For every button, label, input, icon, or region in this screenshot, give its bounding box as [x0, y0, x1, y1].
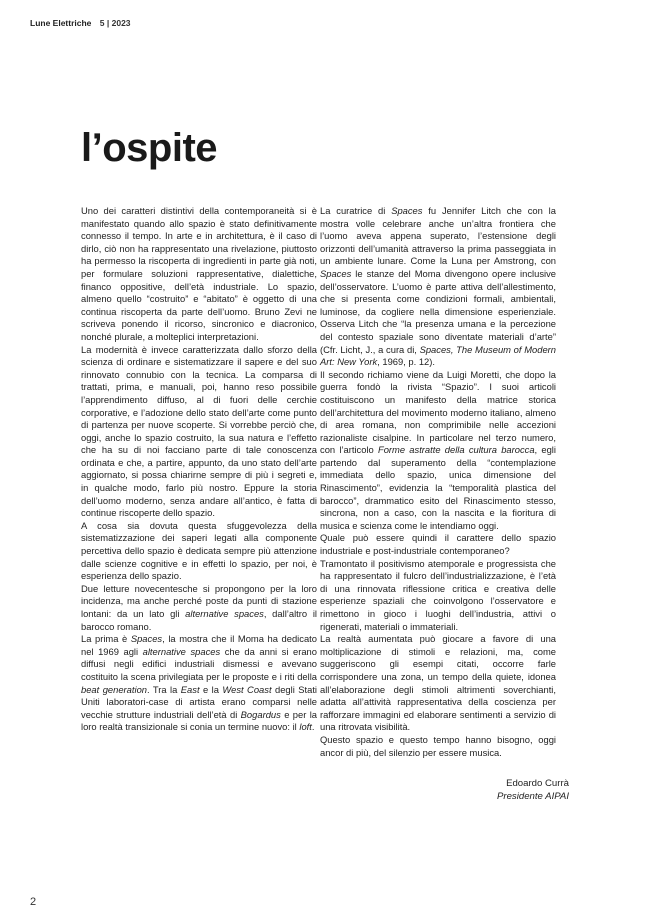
running-header	[30, 18, 131, 28]
page-number: 2	[30, 896, 37, 908]
left-column	[81, 205, 317, 734]
paragraph: Tramontato il positivismo atemporale e progressista che ha rappresentato il fulcro dell’industrializzazione, è l’età di una rinnovata riflessione critica e creativa delle esperienze spaziali che coinvolgono l’osservatore e rimettono in gioco i luoghi dell’industria, attivi o rigenerati, materiali o immateriali.	[320, 557, 556, 632]
signature	[497, 777, 569, 803]
paragraph: La prima è Spaces, la mostra che il Moma ha dedicato nel 1969 agli alternative spaces che da anni si erano diffusi negli edifici industriali dismessi e avevano costituito la scena privilegiata per le proposte e i riti della beat generation. Tra la East e la West Coast degli Stati Uniti laboratori-case di artista erano comparsi nelle vecchie strutture industriali dell’età di Bogardus e per la loro realtà transizionale si conia un termine nuovo: il loft.	[81, 633, 318, 733]
paragraph: La realtà aumentata può giocare a favore di una moltiplicazione di stimoli e relazioni, ma, come suggeriscono gli esempi citati, occorre farle corrispondere una zona, un tempo della quiete, idonea all’elaborazione degli stimoli altrimenti soverchianti, adatta all’attività rappresentativa della coscienza per rafforzare immagini ed elaborare sentimenti a servizio di una ritrovata visibilità.	[320, 633, 556, 733]
issue-number: 5 | 2023	[99, 18, 131, 28]
paragraph: Il secondo richiamo viene da Luigi Moretti, che dopo la guerra fondò la rivista “Spazio”. I suoi articoli costituiscono un manifesto della matrice storica dell’architettura del movimento moderno italiano, almeno di area romana, non comprimibile nelle accezioni razionaliste cisalpine. In particolare nel terzo numero, con l’articolo Forme astratte della cultura barocca, egli partendo dal superamento della “contemplazione immediata dello spazio, unica dimensione del Rinascimento”, evidenzia la “temporalità plastica del barocco”, drammatico esito del Rinascimento stesso, sincrona, non a caso, con la nascita e la fioritura di musica e scienza come le intendiamo oggi.	[320, 368, 556, 531]
article-title: l’ospite	[81, 126, 218, 170]
paragraph: Uno dei caratteri distintivi della contemporaneità si è manifestato quando allo spazio è stato definitivamente connesso il tempo. In arte e in architettura, è il caso di dirlo, ciò non ha rappresentato una rivelazione, piuttosto ha permesso la riscoperta di ingredienti in parte già noti, per formulare soluzioni rappresentative, dialettiche, financo oppositive, dell’età industriale. Lo spazio, almeno quello “costruito” e “abitato” è oggetto di una continua riscoperta da parte dell’uomo. Bruno Zevi ne scriveva ponendo il ricorso, sincronico e diacronico, nonché plurale, a molteplici interpretazioni.	[81, 205, 317, 342]
paragraph: A cosa sia dovuta questa sfuggevolezza della sistematizzazione dei saperi legati alla componente percettiva dello spazio è dedicata sempre più attenzione dalle scienze cognitive e in effetti lo spazio, per noi, è esperienza dello spazio.	[81, 519, 317, 582]
paragraph: La curatrice di Spaces fu Jennifer Litch che con la mostra volle celebrare anche un’altra frontiera che l’uomo aveva appena superato, l’estensione degli orizzonti dell’umanità attraverso la prima passeggiata in un ambiente lunare. Come la Luna per Amstrong, con Spaces le stanze del Moma divengono opere inclusive dell’osservatore. L’uomo è parte attiva dell’allestimento, che si presenta come condizioni formali, ambientali, luminose, da cogliere nella dimensione esperienziale. Osserva Litch che “la presenza umana e la percezione del contesto spaziale sono diventate materiali d’arte” (Cfr. Licht, J., a cura di, Spaces, The Museum of Modern Art: New York, 1969, p. 12).	[320, 205, 556, 368]
paragraph: Quale può essere quindi il carattere dello spazio industriale e post-industriale contemporaneo?	[320, 532, 556, 557]
paragraph: Due letture novecentesche si propongono per la loro incidenza, ma anche perché poste da punti di stazione lontani: da un lato gli alternative spaces, dall’altro il barocco romano.	[81, 582, 317, 632]
magazine-name: Lune Elettriche	[30, 18, 92, 28]
paragraph: La modernità è invece caratterizzata dallo sforzo della scienza di ordinare e sistematizzare il sapere e del suo rinnovato connubio con la tecnica. La comparsa di trattati, prima, e manuali, poi, hanno reso possibile l’apprendimento diffuso, al di fuori delle cerchie corporative, e l’adozione dello stato dell’arte come punto di partenza per nuove scoperte. Si vorrebbe perciò che, oggi, anche lo spazio costruito, la sua natura e l’effetto che ha su di noi facciano parte di tale conoscenza ordinata e che, a partire, appunto, da uno stato dell’arte aggiornato, si possa chiarirne sempre di più i segreti e, in qualche modo, farlo più nostro. Eppure la storia dell’uomo moderno, senza andare all’antico, è fatta di continue riscoperte dello spazio.	[81, 343, 317, 519]
paragraph: Questo spazio e questo tempo hanno bisogno, oggi ancor di più, del silenzio per essere musica.	[320, 733, 556, 758]
author-role: Presidente AIPAI	[497, 791, 569, 802]
right-column	[320, 205, 556, 759]
author-name: Edoardo Currà	[506, 778, 569, 789]
